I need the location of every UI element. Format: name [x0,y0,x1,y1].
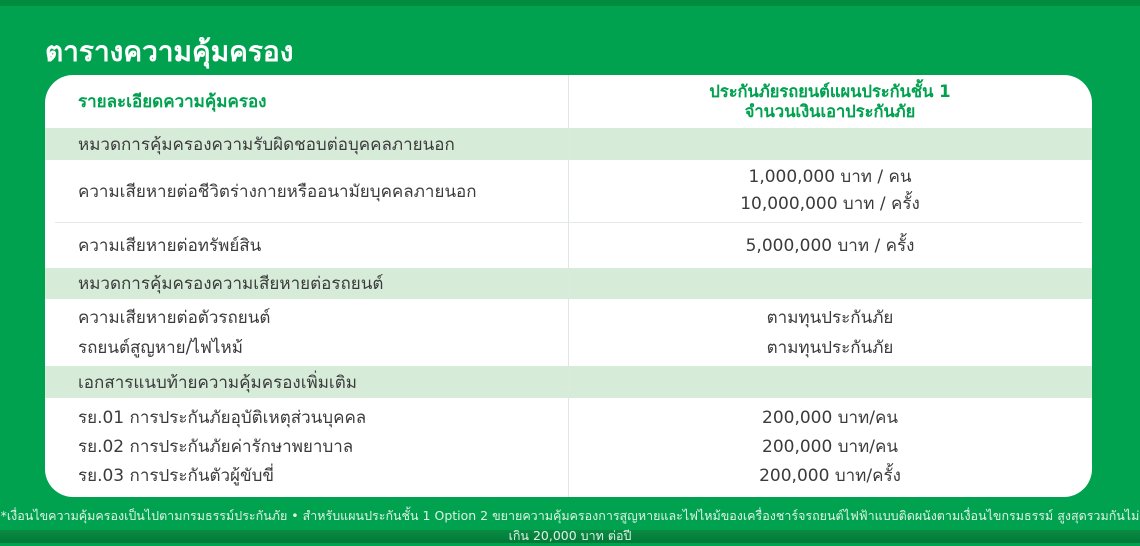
coverage-label: ความเสียหายต่อตัวรถยนต์ [78,307,271,328]
header-right-label-line1: ประกันภัยรถยนต์แผนประกันชั้น 1 [709,81,951,101]
header-cell-plan [568,75,1092,128]
column-divider [568,75,569,497]
coverage-value: 10,000,000 บาท / ครั้ง [740,194,920,214]
section-title: หมวดการคุ้มครองความเสียหายต่อรถยนต์ [78,274,384,294]
coverage-label: รย.01 การประกันภัยอุบัติเหตุส่วนบุคคล [78,408,367,428]
coverage-label-cell [45,398,568,497]
coverage-value: ตามทุนประกันภัย [766,337,894,358]
coverage-value-cell [568,160,1092,222]
coverage-label: ความเสียหายต่อทรัพย์สิน [78,236,262,256]
coverage-value: 1,000,000 บาท / คน [748,167,912,187]
header-cell-details [45,75,568,128]
footnote: *เงื่อนไขความคุ้มครองเป็นไปตามกรมธรรม์ประกันภัย • สำหรับแผนประกันชั้น 1 Option 2 ขยายความคุ้มครองการสูญหายและไฟไหม้ของเครื่องชาร์จรถยนต์ไฟฟ้าแบบติดผนังตามเงื่อนไขกรมธรรม์ สูงสุดรวมกันไม่เกิน 20,000 บาท ต่อปี [0,508,1140,543]
coverage-value-cell [568,398,1092,497]
coverage-label-cell [45,160,568,222]
coverage-value: 200,000 บาท/ครั้ง [759,466,901,486]
header-right-label-line2: จำนวนเงินเอาประกันภัย [744,101,916,121]
coverage-label: รถยนต์สูญหาย/ไฟไหม้ [78,337,243,358]
coverage-label: ความเสียหายต่อชีวิตร่างกายหรืออนามัยบุคคลภายนอก [78,181,477,202]
coverage-label-cell [45,223,568,268]
coverage-label: รย.03 การประกันตัวผู้ขับขี่ [78,466,275,486]
coverage-value: 200,000 บาท/คน [762,408,898,428]
coverage-value-cell [568,299,1092,366]
coverage-value: 5,000,000 บาท / ครั้ง [745,236,915,256]
coverage-value-cell [568,223,1092,268]
page-title: ตารางความคุ้มครอง [45,35,294,68]
background-top-strip [0,0,1140,6]
section-title: หมวดการคุ้มครองความรับผิดชอบต่อบุคคลภายนอก [78,134,455,155]
coverage-label: รย.02 การประกันภัยค่ารักษาพยาบาล [78,437,354,457]
coverage-label-cell [45,299,568,366]
coverage-table [45,75,1092,497]
coverage-value: ตามทุนประกันภัย [766,307,894,328]
section-title: เอกสารแนบท้ายความคุ้มครองเพิ่มเติม [78,372,357,393]
coverage-value: 200,000 บาท/คน [762,437,898,457]
header-left-label: รายละเอียดความคุ้มครอง [78,92,267,112]
